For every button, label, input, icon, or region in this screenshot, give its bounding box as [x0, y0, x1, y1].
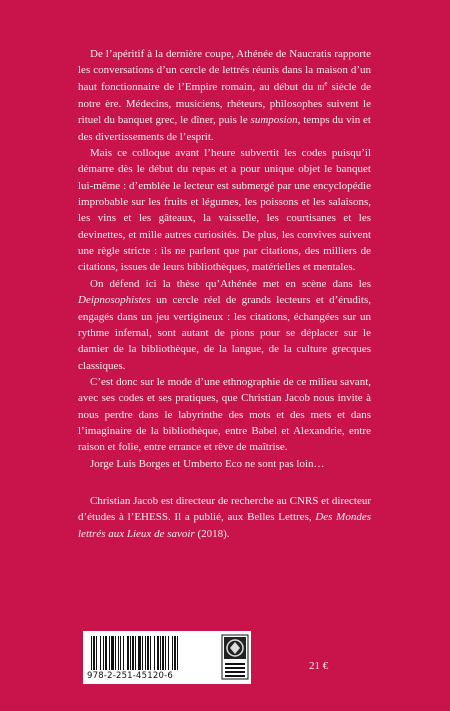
barcode-bar: [138, 636, 141, 670]
publisher-logo-icon: [221, 634, 249, 680]
barcode-bar: [130, 636, 131, 670]
blurb: [78, 46, 371, 472]
barcode-bar: [160, 636, 161, 670]
barcode-bar: [157, 636, 159, 670]
blurb-paragraph-2: Mais ce colloque avant l’heure subvertit les codes puisqu’il démarre dès le début du repas et a pour unique objet le banquet lui-même : d’emblée le lecteur est submergé par une encyclopédie improbable sur les fruits et légumes, les poissons et les salaisons, les vins et les gâteaux, la vaisselle, les courtisanes et les devinettes, et mille autres curiosités. De plus, les convives suivent une règle stricte : ils ne parlent que par citations, des milliers de citations, issues de leurs bibliothèques, matérielles et mentales.: [78, 147, 371, 274]
barcode-bar: [123, 636, 124, 670]
blurb-paragraph-3: On défend ici la thèse qu’Athénée met en scène dans les Deipnosophistes un cercle réel de grands lecteurs et d’érudits, engagés dans un jeu vertigineux : les citations, échangées sur un rythme infernal, sont autant de pions pour se déplacer sur le damier de la bibliothèque, de la langue, de la culture grecques classiques.: [78, 277, 371, 372]
barcode-bar: [111, 636, 114, 670]
barcode-bar: [120, 636, 121, 670]
barcode-bar: [100, 636, 101, 670]
barcode: [89, 636, 217, 670]
barcode-bar: [109, 636, 110, 670]
barcode-bar: [118, 636, 119, 670]
barcode-bar: [174, 636, 176, 670]
author-bio: Christian Jacob est directeur de recherche au CNRS et directeur d’études à l’EHESS. Il a publié, aux Belles Lettres, Des Mondes lettrés aux Lieux de savoir (2018).: [78, 495, 372, 540]
barcode-bar: [115, 636, 116, 670]
barcode-bar: [150, 636, 151, 670]
blurb-paragraph-1: De l’apéritif à la dernière coupe, Athénée de Naucratis rapporte les conversations d’un cercle de lettrés réunis dans la maison d’un haut fonctionnaire de l’Empire romain, au début du iii$^e$ siècle de notre ère. Médecins, musiciens, rhéteurs, philosophes suivent le rituel du banquet grec, le dîner, puis le sumposion, temps du vin et des divertissements de l’esprit.: [78, 48, 371, 143]
barcode-bar: [103, 636, 104, 670]
isbn-number: 978-2-251-45120-6: [87, 671, 173, 681]
barcode-bar: [147, 636, 149, 670]
blurb-paragraph-4: C’est donc sur le mode d’une ethnographie de ce milieu savant, avec ses codes et ses pratiques, que Christian Jacob nous invite à nous perdre dans le labyrinthe des mots et des mets et dans l’imaginaire de la bibliothèque, entre Babel et Alexandrie, entre raison et folie, entre errance et rêve de maîtrise.: [78, 375, 371, 454]
barcode-label: [83, 631, 251, 684]
barcode-bar: [162, 636, 164, 670]
barcode-bar: [93, 636, 95, 670]
barcode-bar: [96, 636, 97, 670]
barcode-bar: [168, 636, 169, 670]
barcode-bar: [135, 636, 136, 670]
barcode-bar: [172, 636, 173, 670]
barcode-bar: [91, 636, 92, 670]
blurb-paragraph-5: Jorge Luis Borges et Umberto Eco ne sont pas loin…: [90, 457, 325, 470]
barcode-bar: [132, 636, 134, 670]
barcode-bar: [145, 636, 146, 670]
barcode-bar: [177, 636, 178, 670]
barcode-bar: [127, 636, 129, 670]
barcode-bar: [142, 636, 143, 670]
price: 21 €: [309, 660, 329, 672]
barcode-bar: [154, 636, 155, 670]
barcode-bar: [105, 636, 107, 670]
barcode-bar: [165, 636, 166, 670]
